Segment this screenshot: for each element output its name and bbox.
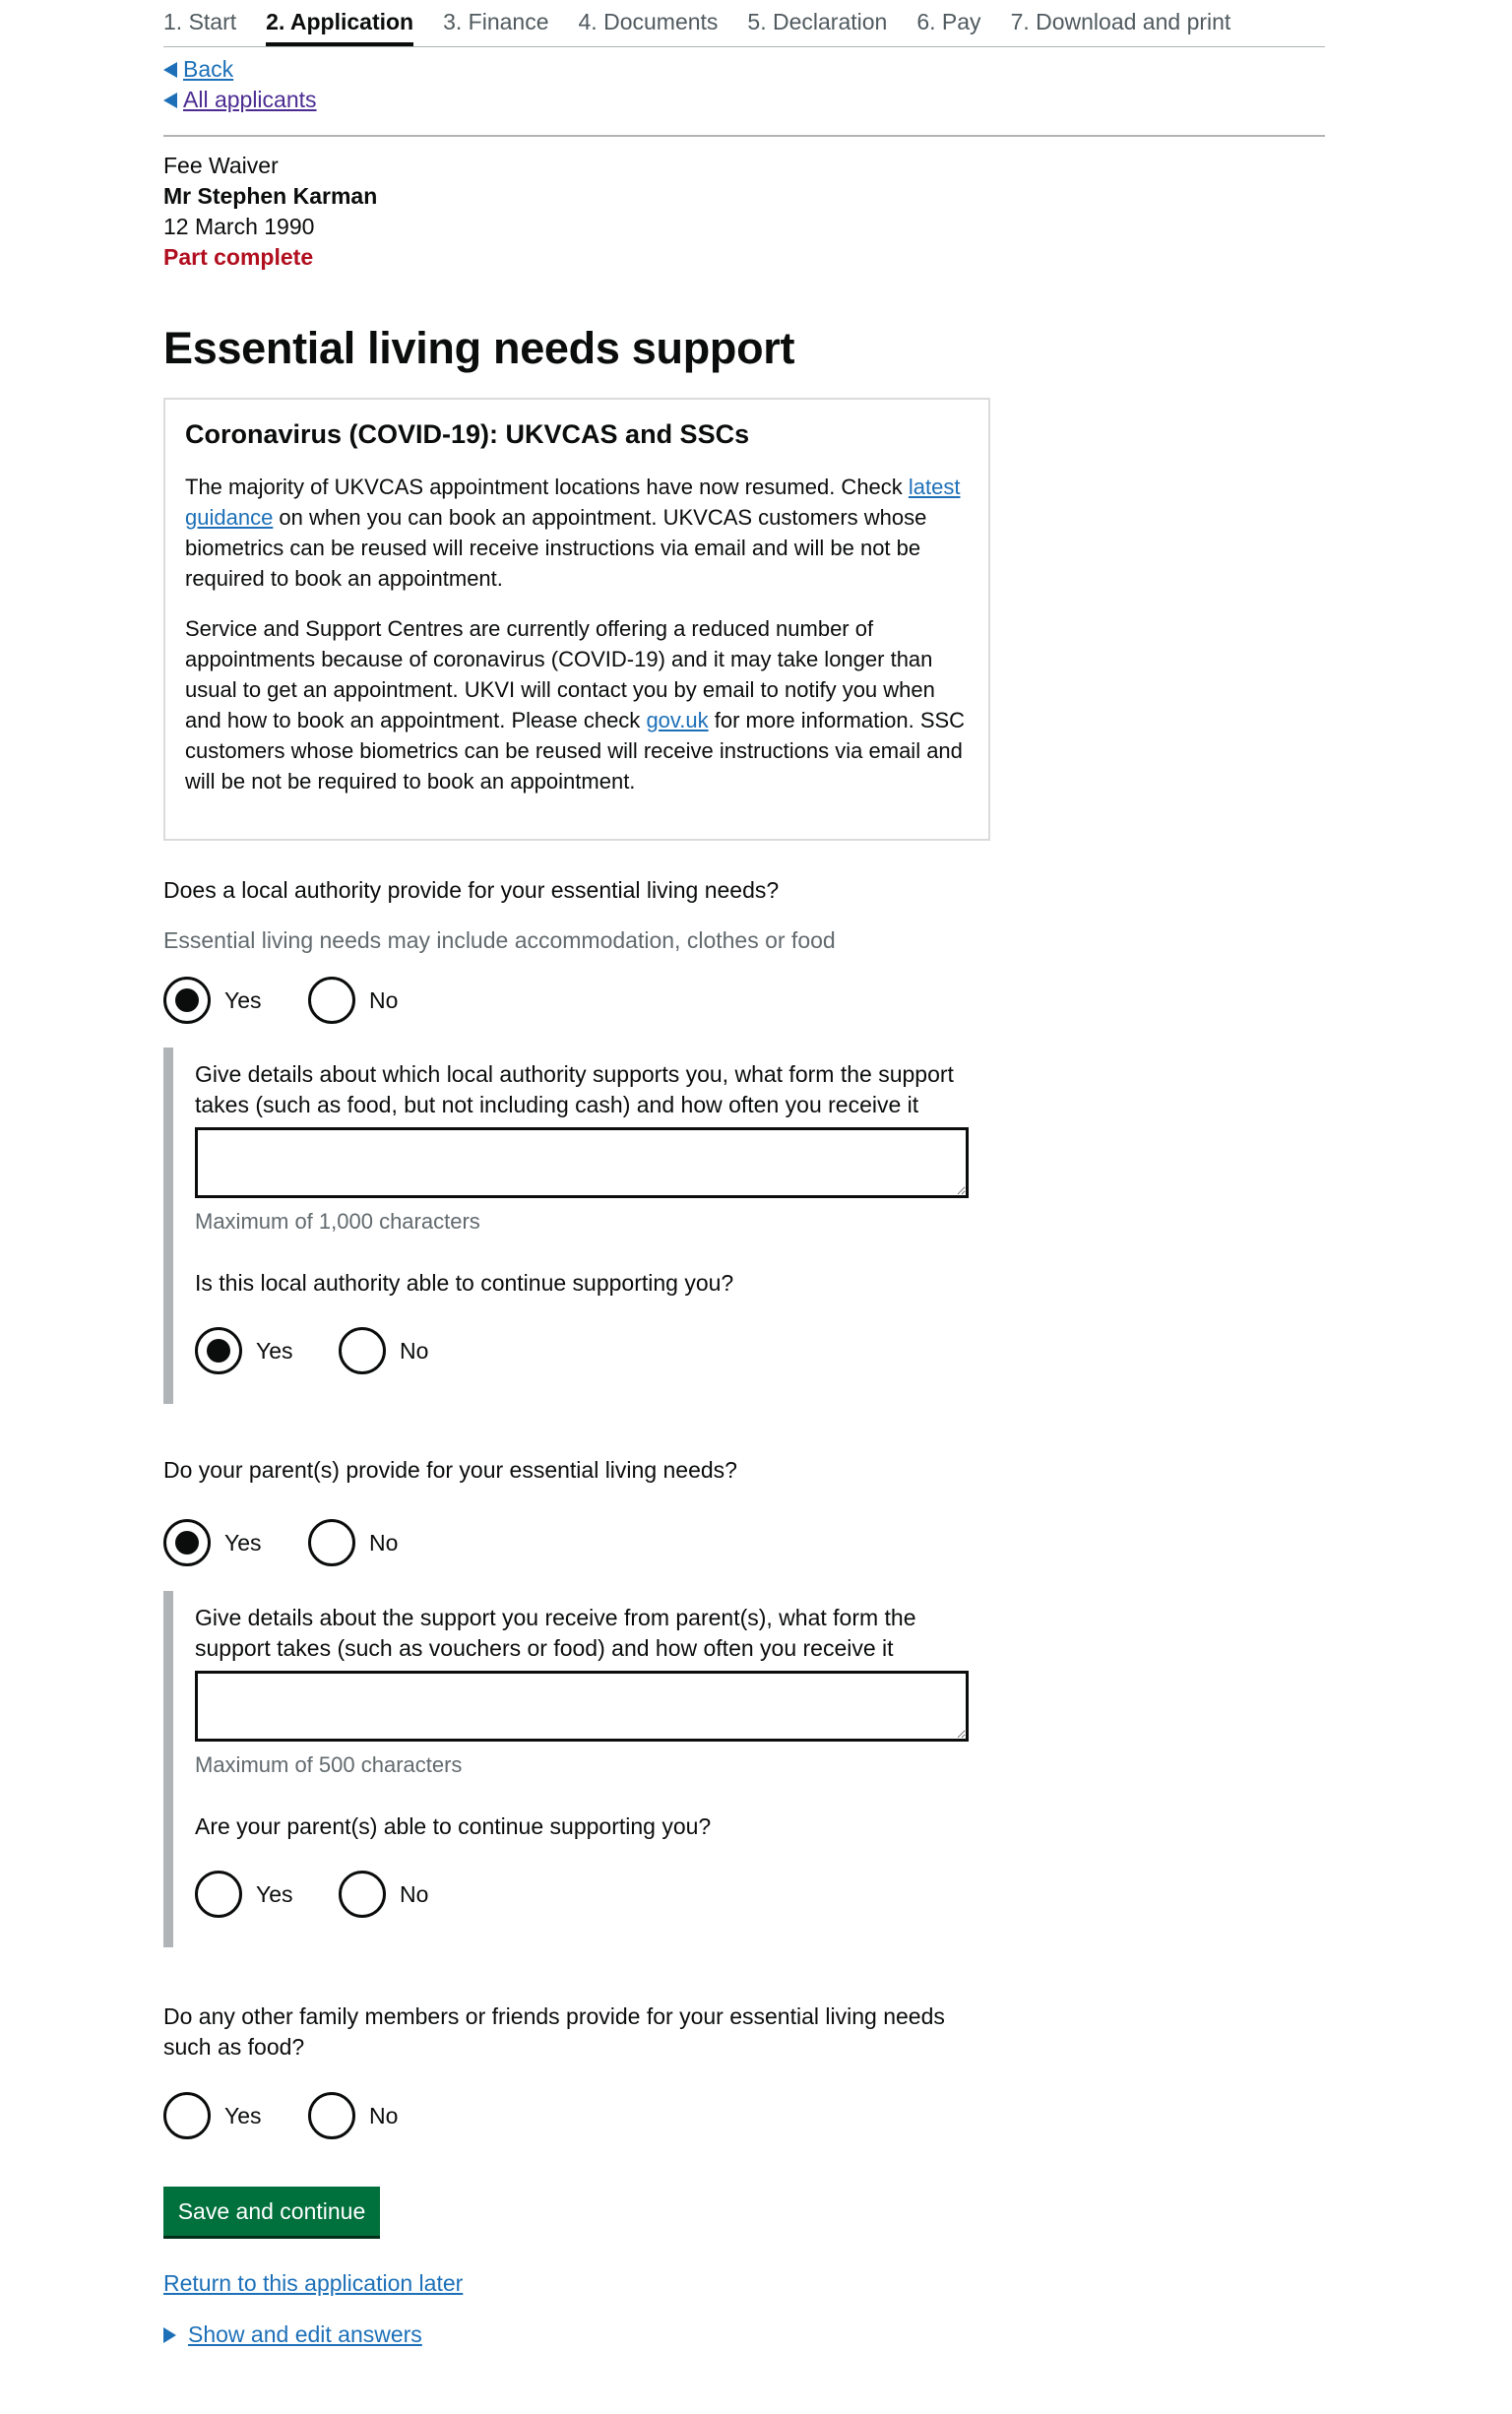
question-parents-continue: Are your parent(s) able to continue supporting you? [195, 1813, 712, 1839]
latest-guidance-link[interactable]: latest guidance [185, 475, 961, 530]
step-start[interactable]: 1. Start [163, 9, 237, 34]
radio-family-friends-no[interactable]: No [308, 2092, 398, 2139]
applicant-summary [163, 151, 377, 273]
local-authority-details-label: Give details about which local authority supports you, what form the support takes (such as food, but not including cash) and how often you receive it [195, 1061, 954, 1117]
question-local-authority-continue: Is this local authority able to continue supporting you? [195, 1270, 734, 1296]
divider [163, 135, 1325, 137]
radio-local-authority-yes[interactable]: Yes [163, 977, 262, 1024]
covid-notice [163, 398, 990, 841]
notice-heading: Coronavirus (COVID-19): UKVCAS and SSCs [185, 419, 750, 449]
step-navigation [163, 0, 1325, 47]
back-link-label: Back [183, 56, 234, 82]
radio-parents-no[interactable]: No [308, 1519, 398, 1566]
step-declaration[interactable]: 5. Declaration [747, 9, 888, 34]
parents-details-input[interactable] [195, 1671, 969, 1742]
radio-parents-yes[interactable]: Yes [163, 1519, 262, 1566]
return-later-link[interactable]: Return to this application later [163, 2270, 464, 2296]
character-count-hint: Maximum of 1,000 characters [195, 1209, 480, 1234]
step-pay[interactable]: 6. Pay [916, 9, 981, 34]
radio-parents-continue-no[interactable]: No [339, 1871, 428, 1918]
page-title: Essential living needs support [163, 323, 795, 373]
parents-details-label: Give details about the support you receive from parent(s), what form the support takes (such as vouchers or food) and how often you receive it [195, 1605, 916, 1661]
save-and-continue-button[interactable]: Save and continue [163, 2187, 380, 2236]
radio-family-friends-yes[interactable]: Yes [163, 2092, 262, 2139]
question-local-authority-hint: Essential living needs may include accommodation, clothes or food [163, 927, 836, 953]
all-applicants-label: All applicants [183, 87, 317, 112]
radio-parents-continue-yes[interactable]: Yes [195, 1871, 293, 1918]
question-family-friends: Do any other family members or friends provide for your essential living needs such as food? [163, 2003, 945, 2060]
local-authority-details-input[interactable] [195, 1127, 969, 1198]
radio-selected-dot [207, 1339, 230, 1363]
back-link[interactable] [163, 56, 233, 83]
radio-la-continue-no[interactable]: No [339, 1327, 428, 1374]
all-applicants-link[interactable] [163, 87, 317, 113]
radio-local-authority-no[interactable]: No [308, 977, 398, 1024]
applicant-name: Mr Stephen Karman [163, 183, 378, 209]
expand-arrow-icon [163, 2327, 176, 2343]
applicant-dob: 12 March 1990 [163, 214, 315, 239]
step-documents[interactable]: 4. Documents [578, 9, 719, 34]
govuk-link[interactable]: gov.uk [646, 708, 709, 732]
step-finance[interactable]: 3. Finance [443, 9, 549, 34]
status-badge: Part complete [163, 244, 314, 270]
step-application[interactable]: 2. Application [266, 0, 413, 46]
show-edit-answers-toggle[interactable] [163, 2321, 422, 2348]
application-type: Fee Waiver [163, 153, 279, 178]
question-local-authority: Does a local authority provide for your essential living needs? [163, 877, 780, 903]
back-arrow-icon [163, 93, 177, 108]
notice-paragraph-2: Service and Support Centres are currently offering a reduced number of appointments because of coronavirus (COVID-19) and it may take longer than usual to get an appointment. UKVI will contact you by email to notify you when and how to book an appointment. Please check gov.uk for more information. SSC customers whose biometrics can be reused will receive instructions via email and will be not be required to book an appointment. [185, 616, 966, 794]
back-arrow-icon [163, 62, 177, 78]
show-edit-answers-link[interactable]: Show and edit answers [188, 2321, 422, 2347]
radio-la-continue-yes[interactable]: Yes [195, 1327, 293, 1374]
question-parents: Do your parent(s) provide for your essential living needs? [163, 1457, 737, 1483]
radio-selected-dot [175, 988, 199, 1012]
character-count-hint: Maximum of 500 characters [195, 1752, 463, 1777]
notice-paragraph-1: The majority of UKVCAS appointment locations have now resumed. Check latest guidance on when you can book an appointment. UKVCAS customers whose biometrics can be reused will receive instructions via email and will be not be required to book an appointment. [185, 475, 961, 591]
step-download-print[interactable]: 7. Download and print [1010, 9, 1231, 34]
radio-selected-dot [175, 1531, 199, 1555]
